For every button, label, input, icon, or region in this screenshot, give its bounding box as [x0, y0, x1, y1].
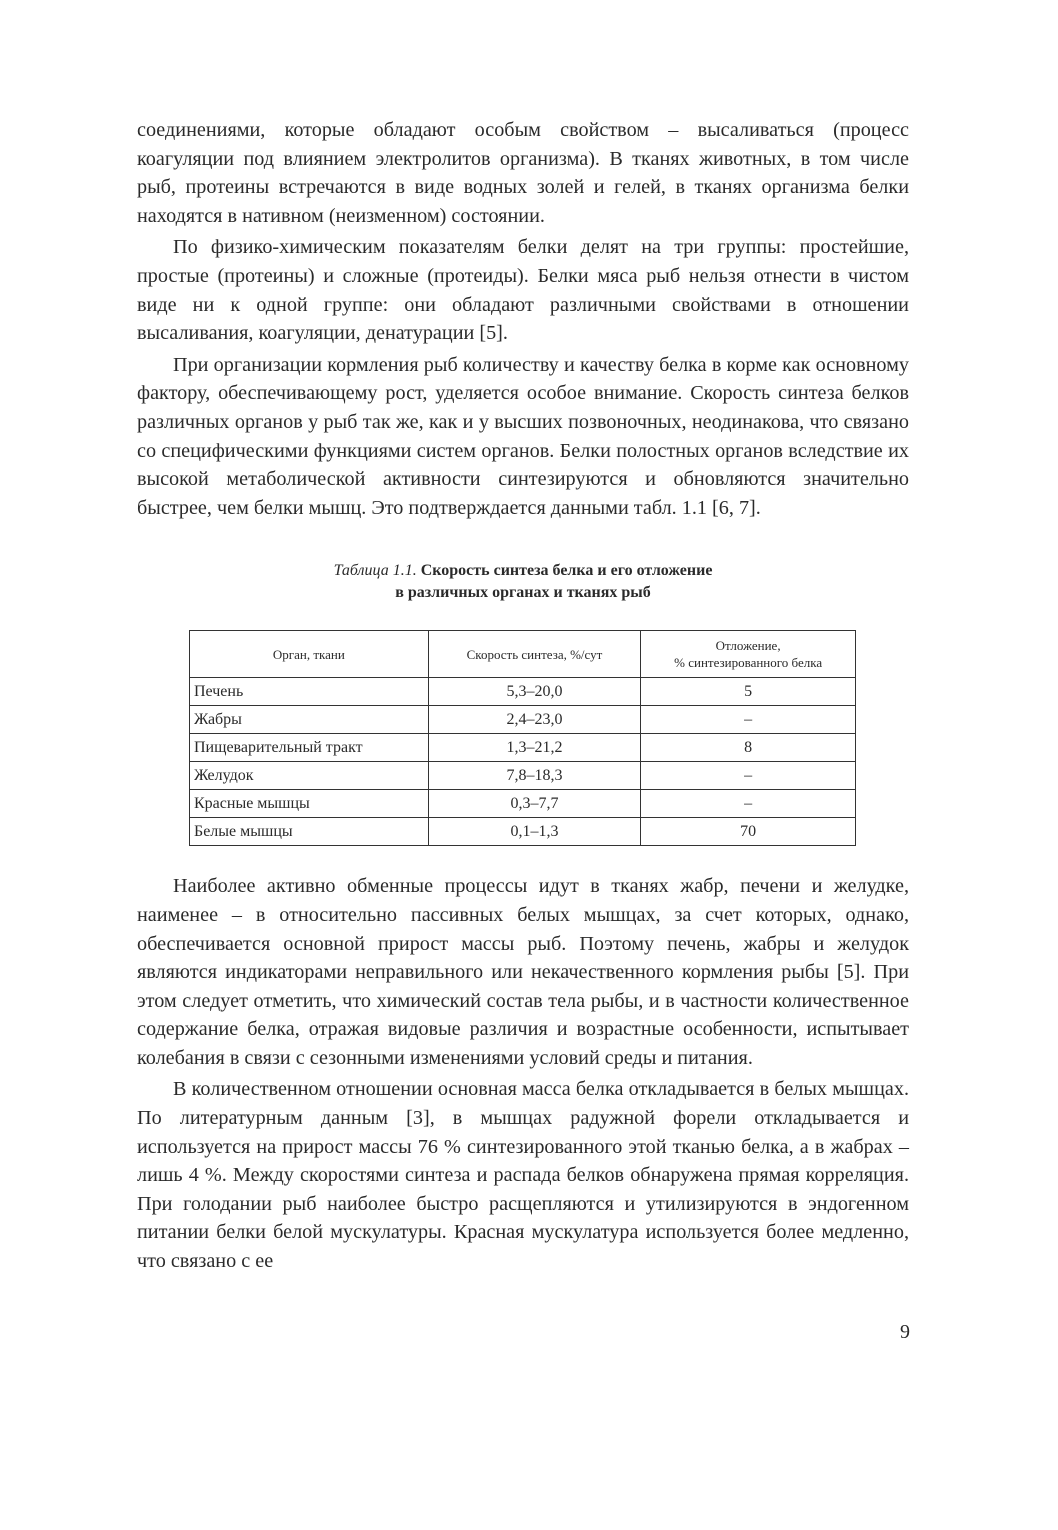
cell-rate: 2,4–23,0 — [428, 706, 641, 734]
cell-organ: Пищеварительный тракт — [190, 734, 429, 762]
cell-deposit: 8 — [641, 734, 856, 762]
table-row — [190, 706, 856, 734]
header-deposit-line2: % синтезированного белка — [674, 655, 823, 671]
page-content — [137, 116, 909, 1276]
table-row — [190, 678, 856, 706]
cell-rate: 0,1–1,3 — [428, 818, 641, 846]
table-row — [190, 762, 856, 790]
cell-organ: Жабры — [190, 706, 429, 734]
paragraph-1: соединениями, которые обладают особым свойством – высаливаться (процесс коагуляции под влиянием электролитов организма). В тканях животных, в том числе рыб, протеины встречаются в виде водных золей и гелей, в тканях организма белки находятся в нативном (неизменном) состоянии. — [137, 119, 909, 227]
cell-organ: Печень — [190, 678, 429, 706]
table-header-row — [190, 631, 856, 678]
cell-organ: Белые мышцы — [190, 818, 429, 846]
table-caption-title-line1: Скорость синтеза белка и его отложение — [420, 562, 713, 580]
cell-organ: Красные мышцы — [190, 790, 429, 818]
cell-deposit: 70 — [641, 818, 856, 846]
text-after-table — [137, 872, 909, 1275]
cell-rate: 0,3–7,7 — [428, 790, 641, 818]
cell-rate: 5,3–20,0 — [428, 678, 641, 706]
paragraph-5: В количественном отношении основная масса белка откладывается в белых мышцах. По литературным данным [3], в мышцах радужной форели откладывается и используется на прирост массы 76 % синтезированного этой тканью белка, а в жабрах – лишь 4 %. Между скоростями синтеза и распада белков обнаружена прямая корреляция. При голодании рыб наиболее быстро расщепляются и утилизируются в эндогенном питании белки белой мускулатуры. Красная мускулатура используется более медленно, что связано с ее — [137, 1078, 909, 1273]
table-row — [190, 818, 856, 846]
header-rate: Скорость синтеза, %/сут — [428, 631, 641, 678]
cell-deposit: – — [641, 790, 856, 818]
page-number: 9 — [900, 1321, 910, 1343]
header-deposit — [641, 631, 856, 678]
synthesis-table — [189, 630, 856, 846]
cell-organ: Желудок — [190, 762, 429, 790]
cell-deposit: 5 — [641, 678, 856, 706]
paragraph-2: По физико-химическим показателям белки делят на три группы: простейшие, простые (протеины) и сложные (протеиды). Белки мяса рыб нельзя отнести в чистом виде ни к одной группе: они обладают различными свойствами в отношении высаливания, коагуляции, денатурации [5]. — [137, 236, 909, 345]
paragraph-4: Наиболее активно обменные процессы идут в тканях жабр, печени и желудке, наименее – в относительно пассивных белых мышцах, за счет которых, однако, обеспечивается основной прирост массы рыб. Поэтому печень, жабры и желудок являются индикаторами неправильного или некачественного кормления рыбы [5]. При этом следует отметить, что химический состав тела рыбы, и в частности количественное содержание белка, отражая видовые различия и возрастные особенности, испытывает колебания в связи с сезонными изменениями условий среды и питания. — [137, 875, 909, 1069]
header-deposit-line1: Отложение, — [715, 638, 781, 654]
cell-deposit: – — [641, 762, 856, 790]
table-caption-title-line2: в различных органах и тканях рыб — [395, 584, 651, 602]
table-caption-label: Таблица 1.1. — [333, 562, 417, 580]
header-organ: Орган, ткани — [190, 631, 429, 678]
table-row — [190, 734, 856, 762]
cell-rate: 7,8–18,3 — [428, 762, 641, 790]
table-caption — [137, 560, 909, 604]
cell-deposit: – — [641, 706, 856, 734]
paragraph-3: При организации кормления рыб количеству и качеству белка в корме как основному фактору, обеспечивающему рост, уделяется особое внимание. Скорость синтеза белков различных органов у рыб так же, как и у высших позвоночных, неодинакова, что связано со специфическими функциями систем органов. Белки полостных органов вследствие их высокой метаболической активности синтезируются и обновляются значительно быстрее, чем белки мышц. Это подтверждается данными табл. 1.1 [6, 7]. — [137, 353, 909, 519]
cell-rate: 1,3–21,2 — [428, 734, 641, 762]
table-row — [190, 790, 856, 818]
